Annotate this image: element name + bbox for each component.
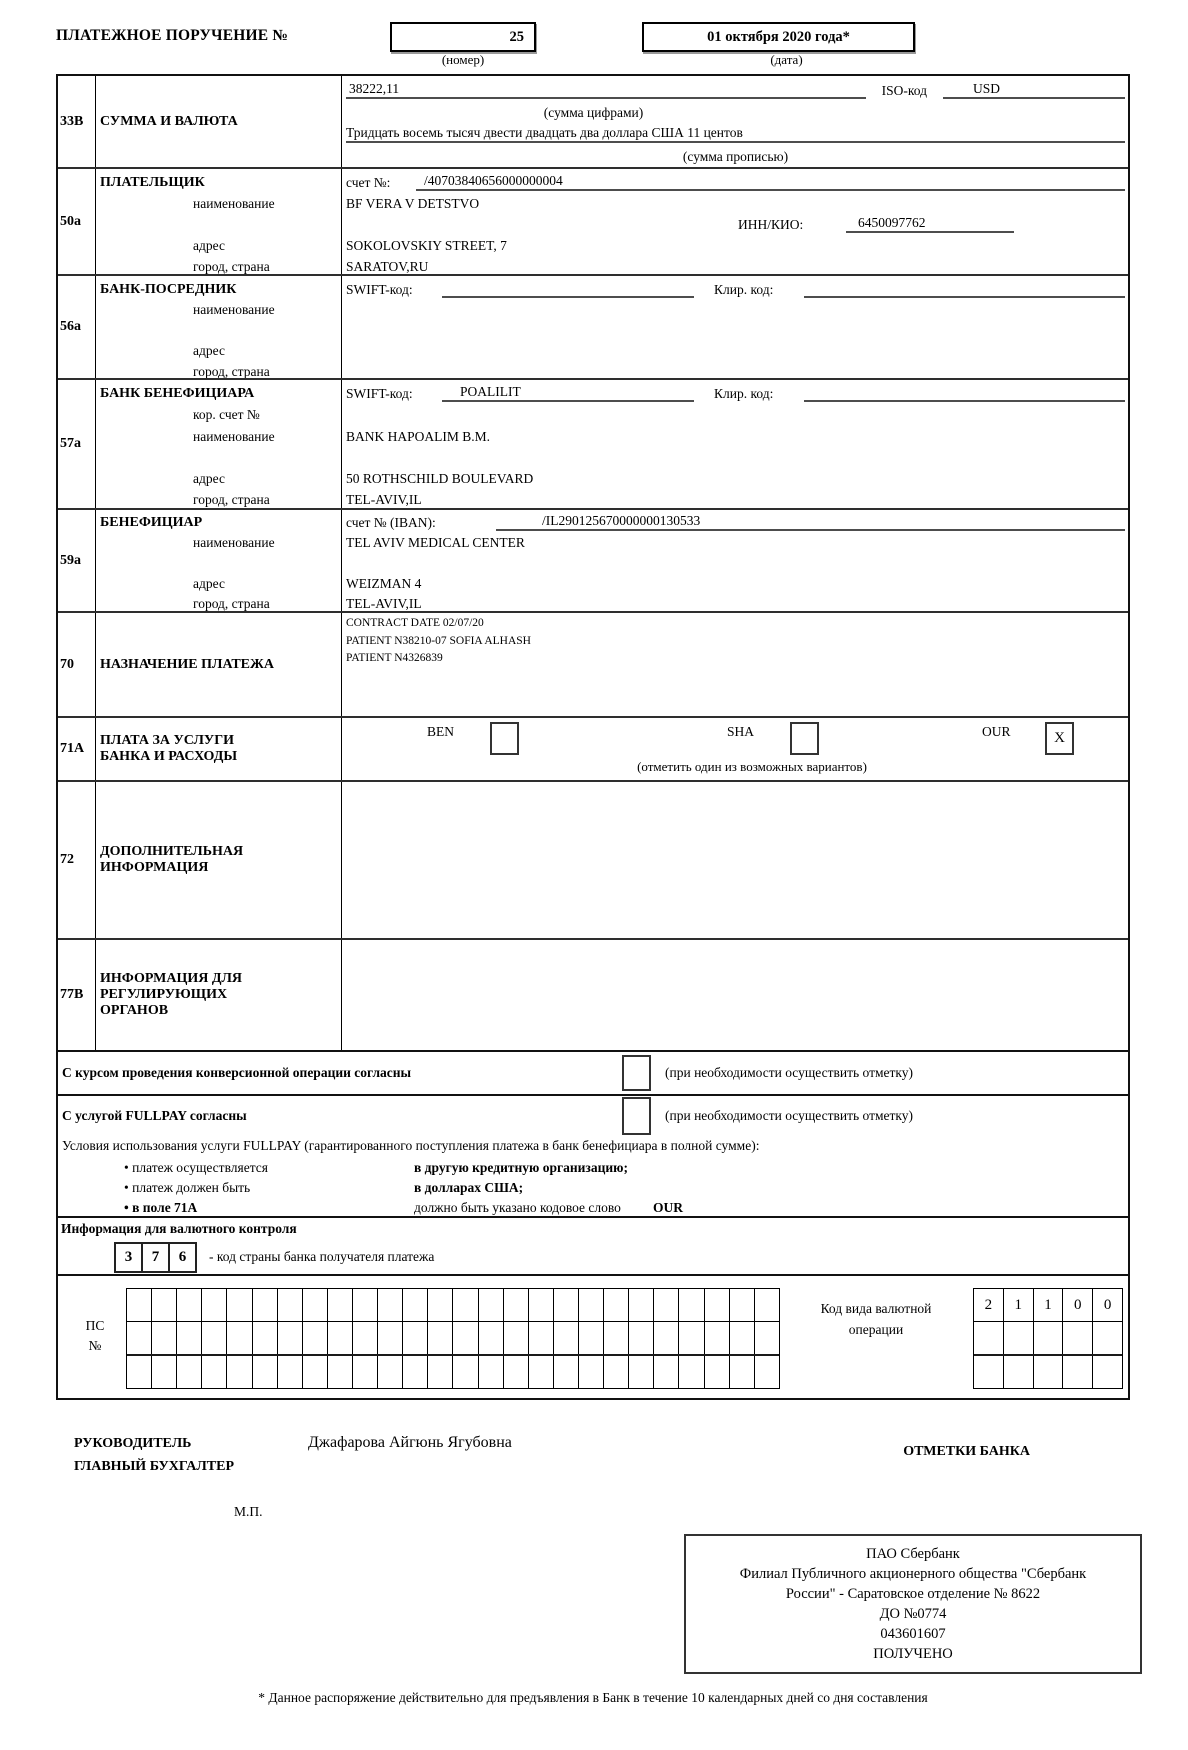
- main-form-table: [56, 74, 1130, 1052]
- grid-cell: [1062, 1356, 1092, 1388]
- field-label-33b: [96, 76, 342, 167]
- field-label-59a: [96, 510, 342, 611]
- field-content-59a: [342, 510, 1128, 611]
- date-caption: (дата): [770, 52, 803, 67]
- bank-marks-label: ОТМЕТКИ БАНКА: [903, 1444, 1030, 1459]
- operation-code-digit-4: 0: [1062, 1289, 1092, 1321]
- grid-cell: [327, 1356, 352, 1388]
- payer-address-value: SOKOLOVSKIY STREET, 7: [346, 238, 507, 253]
- fullpay-bullet-1-right: в другую кредитную организацию;: [414, 1160, 628, 1175]
- validity-footnote: * Данное распоряжение действительно для предъявления в Банк в течение 10 календарных дней со дня составления: [258, 1690, 928, 1705]
- order-date-box: 01 октября 2020 года*: [642, 22, 915, 52]
- payer-city-value: SARATOV,RU: [346, 259, 429, 274]
- grid-cell: [151, 1356, 176, 1388]
- grid-cell: [352, 1322, 377, 1354]
- grid-cell: [528, 1356, 553, 1388]
- intermediary-swift-label: SWIFT-код:: [346, 281, 413, 297]
- intermediary-city-sublabel: город, страна: [193, 363, 270, 378]
- beneficiary-bank-address-value: 50 ROTHSCHILD BOULEVARD: [346, 470, 534, 486]
- country-code-label: - код страны банка получателя платежа: [209, 1249, 435, 1264]
- fullpay-agree-text: С услугой FULLPAY согласны: [62, 1108, 247, 1123]
- beneficiary-bank-name-value: BANK HAPOALIM B.M.: [346, 428, 491, 444]
- fullpay-bullet-2-left: • платеж должен быть: [124, 1180, 251, 1195]
- intermediary-address-sublabel: адрес: [193, 343, 225, 358]
- grid-cell: [427, 1356, 452, 1388]
- beneficiary-bank-label: БАНК БЕНЕФИЦИАРА: [100, 386, 255, 402]
- additional-info-label-line1: ДОПОЛНИТЕЛЬНАЯ: [100, 844, 244, 859]
- field-content-56a: [342, 276, 1128, 378]
- payer-inn-value: 6450097762: [846, 215, 1014, 233]
- field-code-71a: 71A: [58, 718, 96, 780]
- beneficiary-bank-swift-label: SWIFT-код:: [346, 386, 413, 402]
- operation-code-digit-1: 2: [984, 1296, 993, 1313]
- payer-account-value: /40703840656000000004: [416, 173, 1125, 191]
- field-code-77b: 77B: [58, 940, 96, 1050]
- grid-cell: [1003, 1322, 1033, 1354]
- beneficiary-bank-city-value: TEL-AVIV,IL: [346, 492, 422, 508]
- fullpay-agree-line: [58, 1098, 1128, 1134]
- field-content-50a: [342, 169, 1128, 274]
- sha-option-label: SHA: [727, 724, 755, 739]
- grid-cell: [503, 1322, 528, 1354]
- grid-cell: [277, 1289, 302, 1321]
- conversion-consent-checkbox[interactable]: [622, 1055, 651, 1091]
- fullpay-bullet-1-left: • платеж осуществляется: [124, 1160, 268, 1175]
- grid-cell: [603, 1289, 628, 1321]
- row-72-additional-info: [58, 780, 1128, 938]
- fullpay-bullet-3-right: должно быть указано кодовое слово: [414, 1200, 621, 1215]
- beneficiary-bank-address-sublabel: адрес: [193, 470, 225, 486]
- beneficiary-bank-city-sublabel: город, страна: [193, 492, 270, 508]
- document-header: [56, 22, 1130, 52]
- fullpay-bullet-2-right: в долларах США;: [414, 1180, 524, 1195]
- fullpay-consent-note: (при необходимости осуществить отметку): [665, 1108, 914, 1123]
- ps-number-grid: [126, 1288, 780, 1389]
- our-option-label: OUR: [982, 724, 1011, 739]
- grid-cell: [352, 1289, 377, 1321]
- intermediary-clear-value: [804, 296, 1125, 298]
- bank-charges-label-line2: БАНКА И РАСХОДЫ: [100, 749, 238, 764]
- grid-cell: [252, 1289, 277, 1321]
- grid-cell: [402, 1356, 427, 1388]
- grid-cell: [503, 1356, 528, 1388]
- bank-stamp-line-1: ПАО Сбербанк: [866, 1546, 960, 1562]
- grid-cell: [302, 1322, 327, 1354]
- grid-cell: [127, 1322, 151, 1354]
- ps-grid-row-3: [127, 1354, 779, 1388]
- iso-code-value: USD: [943, 81, 1125, 99]
- purpose-line-2: PATIENT N38210-07 SOFIA ALHASH: [346, 634, 531, 647]
- operation-code-row-2: [974, 1321, 1122, 1354]
- signature-section: [56, 1432, 1130, 1478]
- grid-cell: [974, 1322, 1003, 1354]
- amount-digits-value: 38222,11: [346, 81, 866, 99]
- payer-account-label: счет №:: [346, 175, 391, 190]
- grid-cell: [452, 1322, 477, 1354]
- grid-cell: [553, 1289, 578, 1321]
- field-label-57a: [96, 380, 342, 508]
- grid-cell: [201, 1289, 226, 1321]
- grid-cell: [176, 1356, 201, 1388]
- field-label-72: [96, 782, 342, 938]
- grid-cell: [452, 1356, 477, 1388]
- grid-cell: [226, 1356, 251, 1388]
- beneficiary-city-value: TEL-AVIV,IL: [346, 595, 422, 611]
- bank-charges-label-line1: ПЛАТА ЗА УСЛУГИ: [100, 733, 234, 748]
- grid-cell: [678, 1322, 703, 1354]
- grid-cell: [226, 1289, 251, 1321]
- field-content-57a: [342, 380, 1128, 508]
- bank-stamp-line-6: ПОЛУЧЕНО: [873, 1646, 953, 1662]
- field-code-72: 72: [58, 782, 96, 938]
- grid-cell: [201, 1322, 226, 1354]
- currency-control-title: Информация для валютного контроля: [61, 1221, 297, 1236]
- grid-cell: [704, 1356, 729, 1388]
- grid-cell: [553, 1322, 578, 1354]
- field-code-70: 70: [58, 613, 96, 716]
- country-code-digit-1: 3: [114, 1242, 143, 1273]
- grid-cell: [653, 1289, 678, 1321]
- row-57a-beneficiary-bank: [58, 378, 1128, 508]
- amount-currency-label: СУММА И ВАЛЮТА: [100, 113, 238, 129]
- grid-cell: [377, 1356, 402, 1388]
- country-code-digit-3: 6: [168, 1242, 197, 1273]
- bank-stamp-line-5: 043601607: [880, 1626, 946, 1642]
- country-code-row: [58, 1240, 1128, 1274]
- grid-cell: [176, 1289, 201, 1321]
- beneficiary-city-sublabel: город, страна: [193, 595, 270, 611]
- bank-stamp-line-4: ДО №0774: [879, 1606, 947, 1622]
- grid-cell: [678, 1356, 703, 1388]
- field-code-59a: 59a: [58, 510, 96, 611]
- grid-cell: [528, 1289, 553, 1321]
- row-50a-payer: [58, 167, 1128, 274]
- grid-cell: [628, 1322, 653, 1354]
- operation-code-digit-3: 1: [1033, 1289, 1063, 1321]
- ps-grid-row-1: [127, 1289, 779, 1321]
- payment-purpose-label: НАЗНАЧЕНИЕ ПЛАТЕЖА: [100, 656, 274, 672]
- operation-code-label: Код вида валютной операции: [820, 1301, 932, 1337]
- beneficiary-name-value: TEL AVIV MEDICAL CENTER: [346, 535, 525, 551]
- grid-cell: [729, 1356, 754, 1388]
- grid-cell: [1033, 1356, 1063, 1388]
- operation-code-grid: [973, 1288, 1123, 1389]
- bank-stamp-line-2: Филиал Публичного акционерного общества "Сбербанк: [739, 1566, 1087, 1582]
- grid-cell: [127, 1289, 151, 1321]
- field-label-70: [96, 613, 342, 716]
- field-label-77b: [96, 940, 342, 1050]
- field-content-33b: [342, 76, 1128, 167]
- regulatory-info-label-line1: ИНФОРМАЦИЯ ДЛЯ: [100, 971, 243, 986]
- intermediary-swift-value: [442, 296, 694, 298]
- field-code-50a: 50a: [58, 169, 96, 274]
- payer-address-sublabel: адрес: [193, 238, 225, 253]
- grid-cell: [603, 1356, 628, 1388]
- bank-stamp-line-3: России" - Саратовское отделение № 8622: [785, 1586, 1041, 1602]
- regulatory-info-label-line3: ОРГАНОВ: [100, 1003, 169, 1018]
- grid-cell: [478, 1356, 503, 1388]
- number-caption: (номер): [441, 52, 485, 67]
- grid-cell: [1003, 1356, 1033, 1388]
- fullpay-bullet-3: [58, 1198, 1128, 1218]
- row-59a-beneficiary: [58, 508, 1128, 611]
- beneficiary-iban-value: /IL290125670000000130533: [496, 513, 1125, 531]
- grid-cell: [127, 1356, 151, 1388]
- conversion-consent-box: [56, 1050, 1130, 1096]
- grid-cell: [277, 1322, 302, 1354]
- ps-grid-row-2: [127, 1321, 779, 1354]
- row-70-payment-purpose: [58, 611, 1128, 716]
- grid-cell: [578, 1322, 603, 1354]
- field-content-77b: [342, 940, 1128, 1050]
- grid-cell: [754, 1356, 779, 1388]
- beneficiary-iban-label: счет № (IBAN):: [346, 515, 436, 531]
- row-33b-amount-currency: [58, 76, 1128, 167]
- beneficiary-address-sublabel: адрес: [193, 575, 225, 591]
- purpose-line-1: CONTRACT DATE 02/07/20: [346, 617, 484, 629]
- payer-city-sublabel: город, страна: [193, 259, 270, 274]
- operation-code-digit-5: 0: [1092, 1289, 1122, 1321]
- ben-option-label: BEN: [427, 724, 454, 739]
- field-code-56a: 56a: [58, 276, 96, 378]
- grid-cell: [704, 1289, 729, 1321]
- order-number-box: 25: [390, 22, 536, 52]
- grid-cell: [678, 1289, 703, 1321]
- beneficiary-label: БЕНЕФИЦИАР: [100, 515, 203, 531]
- iso-code-label: ISO-код: [881, 83, 927, 98]
- purpose-line-3: PATIENT N4326839: [346, 652, 443, 664]
- header-captions: [56, 52, 1130, 72]
- grid-cell: [704, 1322, 729, 1354]
- field-code-57a: 57a: [58, 380, 96, 508]
- intermediary-name-sublabel: наименование: [193, 302, 275, 317]
- grid-cell: [327, 1289, 352, 1321]
- grid-cell: [503, 1289, 528, 1321]
- payer-label: ПЛАТЕЛЬЩИК: [100, 175, 205, 190]
- operation-code-digit-2: 1: [1003, 1289, 1033, 1321]
- payer-inn-label: ИНН/КИО:: [738, 217, 804, 232]
- row-77b-regulatory-info: [58, 938, 1128, 1050]
- grid-cell: [302, 1356, 327, 1388]
- grid-cell: [754, 1289, 779, 1321]
- grid-cell: [578, 1356, 603, 1388]
- grid-cell: [628, 1356, 653, 1388]
- grid-cell: [151, 1322, 176, 1354]
- operation-code-row-1: [974, 1289, 1122, 1321]
- field-code-33b: 33B: [58, 76, 96, 167]
- field-content-70: [342, 613, 1128, 716]
- grid-cell: [1033, 1322, 1063, 1354]
- field-label-56a: [96, 276, 342, 378]
- grid-cell: [352, 1356, 377, 1388]
- regulatory-info-label-line2: РЕГУЛИРУЮЩИХ: [100, 987, 228, 1002]
- grid-cell: [478, 1322, 503, 1354]
- fullpay-bullet-3-left: • в поле 71А: [124, 1200, 198, 1215]
- beneficiary-address-value: WEIZMAN 4: [346, 575, 422, 591]
- head-title: РУКОВОДИТЕЛЬ: [74, 1436, 192, 1451]
- grid-cell: [377, 1289, 402, 1321]
- amount-words-caption: (сумма прописью): [682, 149, 789, 164]
- grid-cell: [427, 1289, 452, 1321]
- ps-number-label: ПС №: [85, 1318, 105, 1353]
- grid-cell: [528, 1322, 553, 1354]
- grid-cell: [1092, 1322, 1122, 1354]
- payment-order-form: [56, 0, 1130, 1706]
- grid-cell: [974, 1356, 1003, 1388]
- grid-cell: [603, 1322, 628, 1354]
- payer-name-sublabel: наименование: [193, 196, 275, 211]
- amount-digits-caption: (сумма цифрами): [543, 105, 644, 120]
- grid-cell: [427, 1322, 452, 1354]
- fullpay-code-word: OUR: [652, 1200, 683, 1215]
- field-label-50a: [96, 169, 342, 274]
- grid-cell: [653, 1356, 678, 1388]
- fullpay-consent-box: [56, 1094, 1130, 1218]
- intermediary-clear-label: Клир. код:: [714, 281, 774, 297]
- grid-cell: [452, 1289, 477, 1321]
- grid-cell: [1062, 1322, 1092, 1354]
- grid-cell: [151, 1289, 176, 1321]
- grid-cell: [201, 1356, 226, 1388]
- fullpay-conditions-title: Условия использования услуги FULLPAY (гарантированного поступления платежа в банк бенефициара в полной сумме):: [62, 1138, 760, 1153]
- grid-cell: [252, 1322, 277, 1354]
- charges-options-caption: (отметить один из возможных вариантов): [637, 759, 867, 774]
- beneficiary-bank-swift-value: POALILIT: [442, 384, 694, 402]
- signature-titles: [56, 1432, 308, 1478]
- document-title: ПЛАТЕЖНОЕ ПОРУЧЕНИЕ №: [56, 27, 289, 44]
- row-71a-bank-charges: [58, 716, 1128, 780]
- grid-cell: [754, 1322, 779, 1354]
- country-code-digit-2: 7: [141, 1242, 170, 1273]
- conversion-consent-note: (при необходимости осуществить отметку): [665, 1065, 914, 1080]
- grid-cell: [402, 1322, 427, 1354]
- grid-cell: [1092, 1356, 1122, 1388]
- grid-cell: [553, 1356, 578, 1388]
- grid-cell: [327, 1322, 352, 1354]
- conversion-consent-text: С курсом проведения конверсионной операции согласны: [62, 1065, 412, 1080]
- grid-cell: [578, 1289, 603, 1321]
- fullpay-consent-checkbox[interactable]: [622, 1097, 651, 1135]
- row-56a-intermediary-bank: [58, 274, 1128, 378]
- fullpay-bullet-1: [58, 1158, 1128, 1178]
- currency-control-box: [56, 1216, 1130, 1276]
- field-label-71a: [96, 718, 342, 780]
- payer-name-value: BF VERA V DETSTVO: [346, 196, 480, 211]
- grid-cell: [478, 1289, 503, 1321]
- grid-cell: [377, 1322, 402, 1354]
- field-content-71a: [342, 718, 1128, 780]
- grid-cell: [729, 1289, 754, 1321]
- beneficiary-bank-clear-value: [804, 400, 1125, 402]
- beneficiary-bank-clear-label: Клир. код:: [714, 386, 774, 402]
- grid-cell: [729, 1322, 754, 1354]
- grid-cell: [628, 1289, 653, 1321]
- bank-stamp-box: [684, 1534, 1142, 1674]
- field-content-72: [342, 782, 1128, 938]
- ben-checkbox[interactable]: [490, 722, 519, 755]
- beneficiary-bank-name-sublabel: наименование: [193, 428, 275, 444]
- additional-info-label-line2: ИНФОРМАЦИЯ: [100, 860, 209, 875]
- stamp-place-label: М.П.: [234, 1504, 263, 1519]
- chief-accountant-title: ГЛАВНЫЙ БУХГАЛТЕР: [74, 1459, 235, 1474]
- beneficiary-bank-corr-sublabel: кор. счет №: [193, 407, 260, 423]
- intermediary-bank-label: БАНК-ПОСРЕДНИК: [100, 281, 237, 297]
- grid-cell: [277, 1356, 302, 1388]
- amount-words-value: Тридцать восемь тысяч двести двадцать два доллара США 11 центов: [346, 125, 1125, 143]
- signer-name: Джафарова Айгюнь Ягубовна: [308, 1434, 512, 1451]
- grid-cell: [653, 1322, 678, 1354]
- our-checkbox[interactable]: X: [1045, 722, 1074, 755]
- beneficiary-name-sublabel: наименование: [193, 535, 275, 551]
- grid-cell: [302, 1289, 327, 1321]
- grid-cell: [252, 1356, 277, 1388]
- sha-checkbox[interactable]: [790, 722, 819, 755]
- fullpay-bullet-2: [58, 1178, 1128, 1198]
- operation-code-row-3: [974, 1354, 1122, 1388]
- grid-cell: [226, 1322, 251, 1354]
- grid-cell: [176, 1322, 201, 1354]
- ps-grid-box: [56, 1274, 1130, 1400]
- grid-cell: [402, 1289, 427, 1321]
